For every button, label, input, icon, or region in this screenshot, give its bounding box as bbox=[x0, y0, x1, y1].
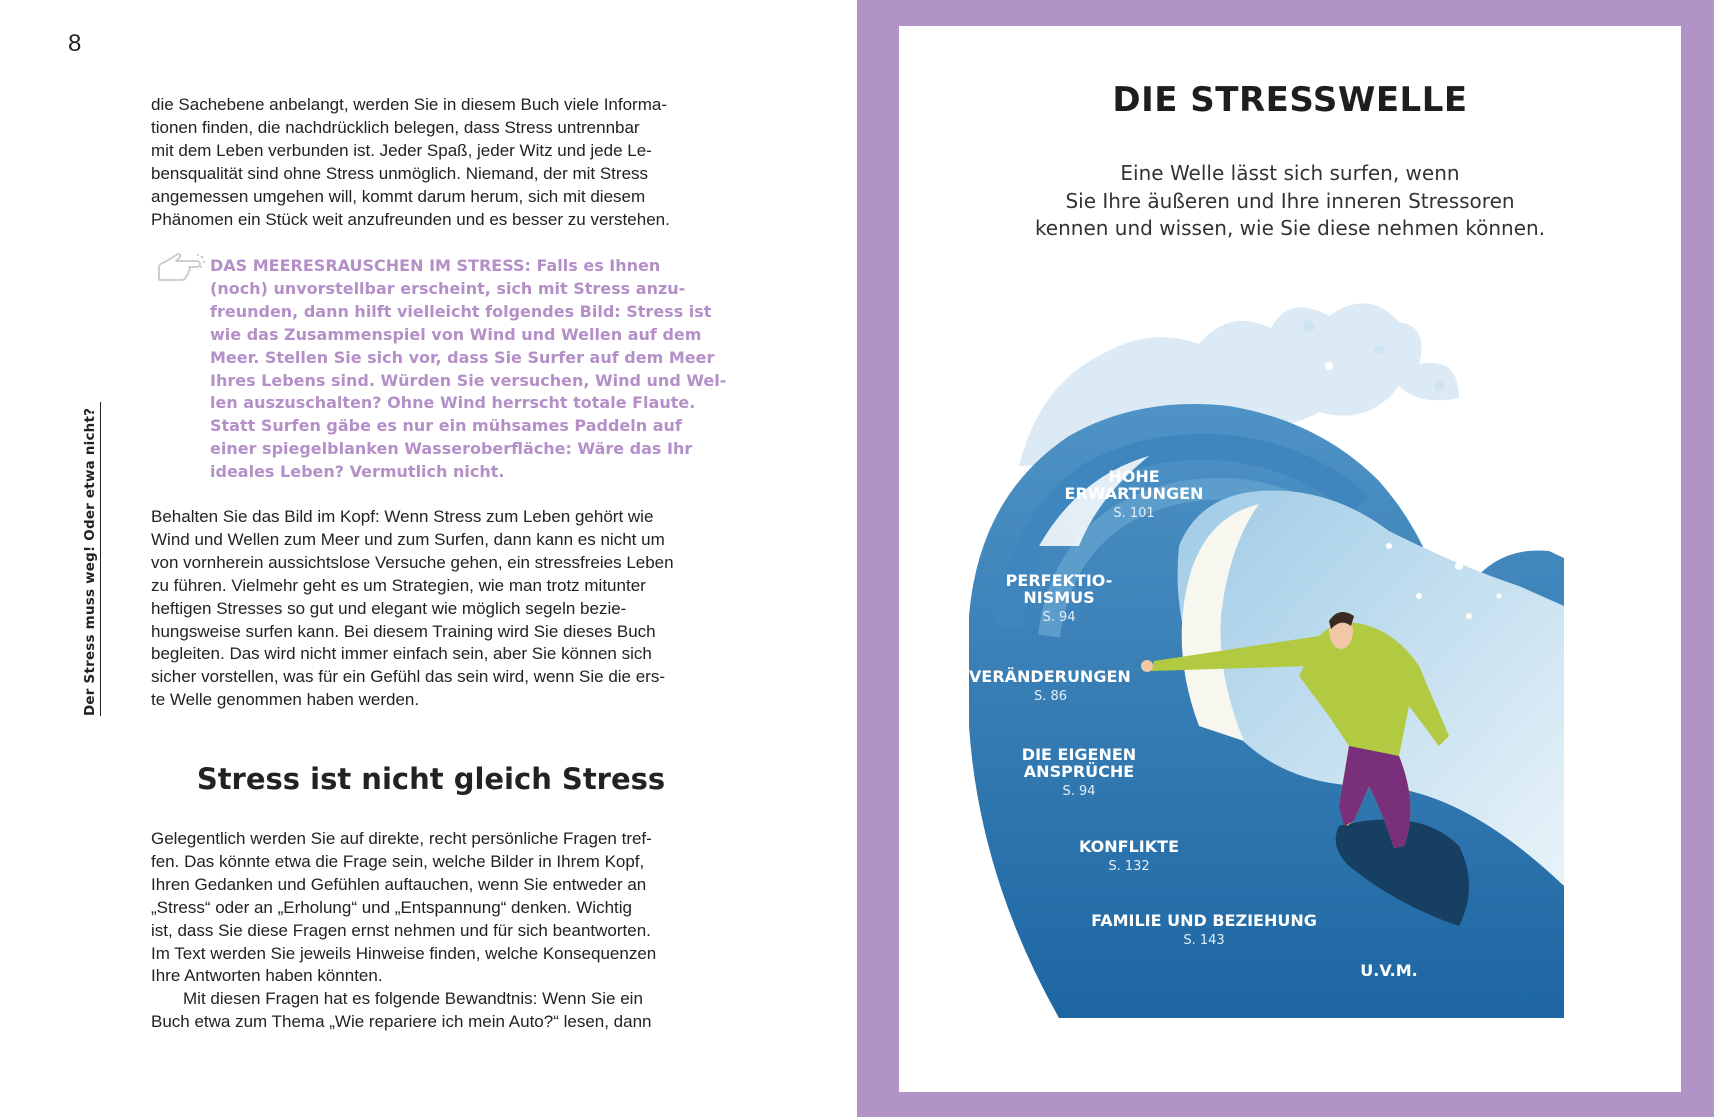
wave-label-text: ANSPRÜCHE bbox=[1023, 762, 1135, 781]
text-line: zu führen. Vielmehr geht es um Strategien, wie man trotz mitunter bbox=[151, 575, 646, 595]
infographic-subtitle bbox=[899, 160, 1681, 243]
pointing-hand-icon bbox=[156, 253, 206, 285]
spray-drop bbox=[1455, 562, 1463, 570]
wave-label-page: S. 143 bbox=[1183, 933, 1225, 948]
text-line: Im Text werden Sie jeweils Hinweise finden, welche Konsequenzen bbox=[151, 943, 657, 963]
section-heading: Stress ist nicht gleich Stress bbox=[196, 762, 666, 796]
wave-label-perfektionismus bbox=[989, 572, 1129, 626]
wave-label-page: S. 94 bbox=[1042, 610, 1076, 625]
tip-line: wie das Zusammenspiel von Wind und Wellen auf dem bbox=[210, 324, 702, 344]
text-line: Mit diesen Fragen hat es folgende Bewandtnis: Wenn Sie ein bbox=[183, 989, 643, 1009]
spray-drop bbox=[1325, 362, 1333, 370]
wave-label-text: PERFEKTIO- bbox=[1005, 571, 1113, 590]
infographic-title: DIE STRESSWELLE bbox=[1112, 80, 1468, 120]
wave-label-familie-beziehung bbox=[1089, 912, 1319, 949]
page-number: 8 bbox=[68, 30, 82, 57]
tip-line: Meer. Stellen Sie sich vor, dass Sie Surfer auf dem Meer bbox=[210, 347, 715, 367]
text-line: mit dem Leben verbunden ist. Jeder Spaß, jeder Witz und jede Le- bbox=[151, 140, 652, 160]
text-line: Buch etwa zum Thema „Wie repariere ich mein Auto?“ lesen, dann bbox=[151, 1012, 652, 1032]
spray-drop bbox=[1497, 594, 1502, 599]
tip-line: ideales Leben? Vermutlich nicht. bbox=[210, 462, 505, 482]
text-line: begleiten. Das wird nicht immer einfach sein, aber Sie können sich bbox=[151, 644, 652, 664]
text-line: ist, dass Sie diese Fragen ernst nehmen und für sich beantworten. bbox=[151, 920, 651, 940]
tip-line: Ihres Lebens sind. Würden Sie versuchen, Wind und Wel- bbox=[210, 370, 727, 390]
text-line: Ihren Gedanken und Gefühlen auftauchen, wenn Sie entweder an bbox=[151, 874, 647, 894]
text-line: von vornherein aussichtslose Versuche gehen, ein stressfreies Leben bbox=[151, 552, 674, 572]
wave-label-text: KONFLIKTE bbox=[1079, 837, 1179, 856]
text-line: Phänomen ein Stück weit anzufreunden und es besser zu verstehen. bbox=[151, 209, 670, 229]
text-line: Behalten Sie das Bild im Kopf: Wenn Stress zum Leben gehört wie bbox=[151, 507, 654, 526]
tip-line: einer spiegelblanken Wasseroberfläche: Wäre das Ihr bbox=[210, 439, 693, 459]
wave-label-page: S. 101 bbox=[1113, 506, 1155, 521]
tip-line: (noch) unvorstellbar erscheint, sich mit Stress anzu- bbox=[210, 278, 686, 298]
text-line: Ihre Antworten haben könnten. bbox=[151, 966, 383, 986]
spray-drop bbox=[1374, 345, 1384, 355]
text-line: hungsweise surfen kann. Bei diesem Training wird Sie dieses Buch bbox=[151, 621, 656, 641]
tip-line: DAS MEERESRAUSCHEN IM STRESS: Falls es Ihnen bbox=[210, 256, 661, 275]
spray-drop bbox=[1386, 543, 1392, 549]
wave-label-text: VERÄNDERUNGEN bbox=[969, 667, 1131, 686]
wave-label-text: U.V.M. bbox=[1360, 961, 1418, 980]
spray-drop bbox=[1417, 524, 1422, 529]
text-line: sicher vorstellen, was für ein Gefühl das sein wird, wenn Sie die ers- bbox=[151, 667, 666, 687]
wave-label-veraenderungen bbox=[969, 667, 1131, 705]
spray-drop bbox=[1416, 593, 1422, 599]
text-line: te Welle genommen haben werden. bbox=[151, 690, 420, 710]
spray-drop bbox=[1303, 320, 1315, 332]
text-line: die Sachebene anbelangt, werden Sie in diesem Buch viele Informa- bbox=[151, 95, 667, 114]
text-line: Wind und Wellen zum Meer und zum Surfen, dann kann es nicht um bbox=[151, 529, 665, 549]
wave-label-text: FAMILIE UND BEZIEHUNG bbox=[1091, 911, 1317, 930]
wave-label-page: S. 94 bbox=[1062, 784, 1096, 799]
wave-label-konflikte bbox=[1064, 838, 1194, 875]
subtitle-line: Eine Welle lässt sich surfen, wenn bbox=[1120, 161, 1460, 185]
tip-box bbox=[210, 255, 727, 484]
text-line: angemessen umgehen will, kommt darum herum, sich mit diesem bbox=[151, 186, 646, 206]
surfer-hand bbox=[1141, 660, 1153, 672]
wave-label-text: HOHE bbox=[1108, 467, 1160, 486]
infographic-panel bbox=[899, 26, 1681, 1092]
tip-line: freunden, dann hilft vielleicht folgendes Bild: Stress ist bbox=[210, 301, 712, 321]
wave-label-text: NISMUS bbox=[1023, 588, 1095, 607]
text-line: bensqualität sind ohne Stress unmöglich. Niemand, der mit Stress bbox=[151, 163, 649, 183]
paragraph-2 bbox=[151, 506, 711, 712]
running-head bbox=[82, 402, 102, 716]
wave-label-text: DIE EIGENEN bbox=[1021, 745, 1137, 764]
wave-label-page: S. 86 bbox=[1034, 689, 1068, 704]
spray-drop bbox=[1466, 613, 1472, 619]
running-head-text: Der Stress muss weg! Oder etwa nicht? bbox=[82, 402, 101, 716]
text-line: Gelegentlich werden Sie auf direkte, recht persönliche Fragen tref- bbox=[151, 829, 652, 848]
subtitle-line: kennen und wissen, wie Sie diese nehmen können. bbox=[1034, 216, 1546, 240]
tip-line: Statt Surfen gäbe es nur ein mühsames Paddeln auf bbox=[210, 416, 682, 436]
right-page bbox=[857, 0, 1714, 1117]
wave-label-hohe-erwartungen bbox=[1054, 468, 1214, 522]
text-line: fen. Das könnte etwa die Frage sein, welche Bilder in Ihrem Kopf, bbox=[151, 851, 645, 871]
tip-line: len auszuschalten? Ohne Wind herrscht totale Flaute. bbox=[210, 393, 696, 413]
text-line: heftigen Stresses so gut und elegant wie möglich segeln bezie- bbox=[151, 598, 627, 618]
wave-label-page: S. 132 bbox=[1108, 859, 1150, 874]
subtitle-line: Sie Ihre äußeren und Ihre inneren Stressoren bbox=[1065, 188, 1515, 213]
paragraph-3 bbox=[151, 828, 711, 1034]
paragraph-1 bbox=[151, 94, 711, 231]
wave-label-uvm bbox=[1339, 962, 1439, 979]
text-line: tionen finden, die nachdrücklich belegen, dass Stress untrennbar bbox=[151, 117, 640, 137]
wave-label-eigene-ansprueche bbox=[1004, 746, 1154, 800]
spray-drop bbox=[1434, 381, 1444, 391]
text-line: „Stress“ oder an „Erholung“ und „Entspannung“ denken. Wichtig bbox=[151, 897, 632, 917]
wave-label-text: ERWARTUNGEN bbox=[1064, 484, 1204, 503]
